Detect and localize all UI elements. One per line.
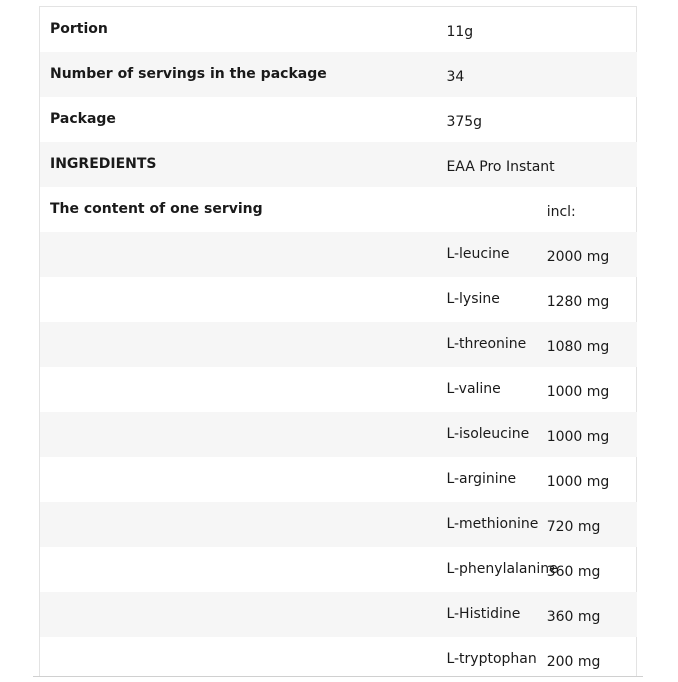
ingredient-amount: 360 mg	[546, 608, 601, 625]
row-extra: incl:	[546, 203, 576, 220]
row-value: EAA Pro Instant	[446, 158, 555, 175]
row-extra-cell	[537, 187, 637, 232]
ingredient-name: L-methionine	[446, 515, 539, 532]
table-row	[40, 412, 637, 457]
row-value: 11g	[446, 23, 474, 40]
ingredient-amount: 200 mg	[546, 653, 601, 670]
ingredient-name: L-lysine	[446, 290, 500, 307]
table-row-package	[40, 97, 637, 142]
row-label: Portion	[50, 20, 108, 37]
ingredient-amount: 1000 mg	[546, 473, 610, 490]
ingredient-name: L-threonine	[446, 335, 527, 352]
divider	[33, 676, 643, 677]
ingredient-name: L-phenylalanine	[446, 560, 558, 577]
ingredient-amount-cell	[537, 277, 637, 322]
ingredient-amount-cell	[537, 502, 637, 547]
row-label: Package	[50, 110, 116, 127]
ingredient-amount-cell	[537, 367, 637, 412]
table-row	[40, 277, 637, 322]
table-row	[40, 592, 637, 637]
row-label-cell	[40, 7, 436, 52]
ingredient-name: L-leucine	[446, 245, 510, 262]
row-value: 34	[446, 68, 465, 85]
row-label-cell	[40, 97, 436, 142]
ingredient-amount-cell	[537, 232, 637, 277]
ingredient-amount: 360 mg	[546, 563, 601, 580]
table-row	[40, 457, 637, 502]
ingredient-name-cell	[436, 547, 558, 592]
ingredient-amount: 1000 mg	[546, 383, 610, 400]
table-row-portion	[40, 7, 637, 52]
row-label: The content of one serving	[50, 200, 263, 217]
row-label: INGREDIENTS	[50, 155, 157, 172]
table-row	[40, 547, 637, 592]
row-value-cell	[436, 52, 637, 97]
row-label-cell	[40, 187, 436, 232]
ingredient-amount-cell	[537, 547, 637, 592]
ingredient-name-cell	[436, 457, 536, 502]
ingredient-amount: 1280 mg	[546, 293, 610, 310]
ingredient-amount-cell	[537, 412, 637, 457]
ingredient-name: L-arginine	[446, 470, 517, 487]
table-row	[40, 367, 637, 412]
ingredient-name-cell	[436, 232, 536, 277]
row-value-cell	[436, 7, 637, 52]
ingredient-amount: 1000 mg	[546, 428, 610, 445]
row-value-cell	[436, 187, 536, 232]
table-row-servings	[40, 52, 637, 97]
ingredient-name-cell	[436, 592, 536, 637]
row-label-cell	[40, 142, 436, 187]
ingredient-name-cell	[436, 367, 536, 412]
ingredient-name: L-Histidine	[446, 605, 521, 622]
ingredient-name: L-valine	[446, 380, 501, 397]
nutrition-table	[40, 7, 637, 682]
table-row	[40, 232, 637, 277]
ingredient-name: L-tryptophan	[446, 650, 537, 667]
table-row-serving-content	[40, 187, 637, 232]
row-label-cell	[40, 52, 436, 97]
ingredient-name-cell	[436, 502, 539, 547]
row-value-cell	[436, 97, 637, 142]
row-label: Number of servings in the package	[50, 65, 327, 82]
ingredient-name-cell	[436, 277, 536, 322]
table-row-ingredients	[40, 142, 637, 187]
table-row	[40, 502, 637, 547]
ingredient-amount: 2000 mg	[546, 248, 610, 265]
ingredient-amount: 720 mg	[546, 518, 601, 535]
row-value-cell	[436, 142, 637, 187]
ingredient-amount-cell	[537, 322, 637, 367]
table-row	[40, 322, 637, 367]
ingredient-name: L-isoleucine	[446, 425, 530, 442]
ingredient-amount: 1080 mg	[546, 338, 610, 355]
ingredient-amount-cell	[537, 457, 637, 502]
ingredient-amount-cell	[537, 592, 637, 637]
row-value: 375g	[446, 113, 483, 130]
ingredient-name-cell	[436, 412, 536, 457]
ingredient-name-cell	[436, 322, 536, 367]
